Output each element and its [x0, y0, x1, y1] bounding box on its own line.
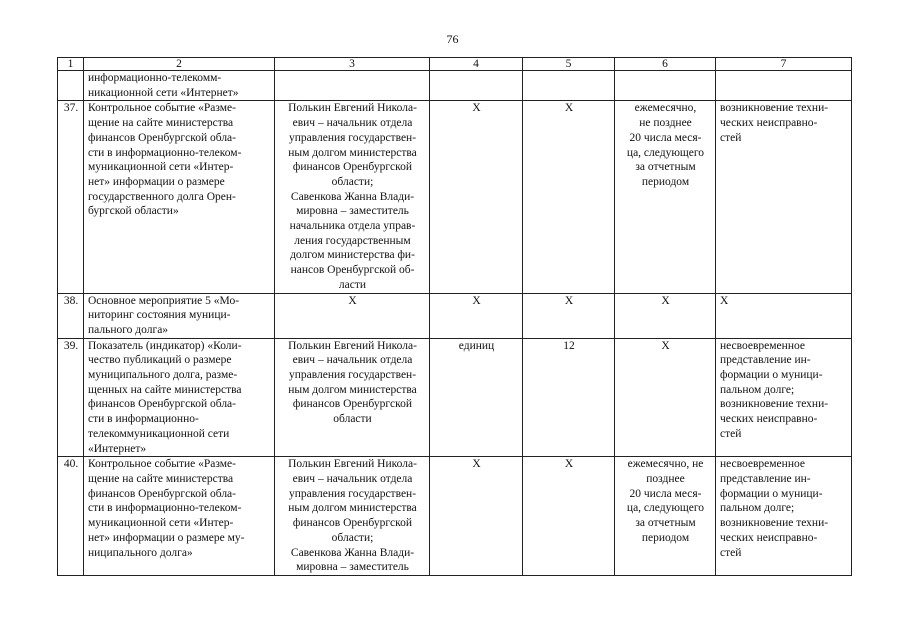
row-number [58, 71, 84, 101]
event-cell: Основное мероприятие 5 «Мо- ниторинг состояния муници- пального долга» [84, 293, 275, 338]
risk-cell: возникновение техни- ческих неисправно- стей [716, 101, 852, 293]
table-row [58, 101, 852, 293]
row-number: 37. [58, 101, 84, 293]
event-cell: Контрольное событие «Разме- щение на сайте министерства финансов Оренбургской обла- сти в информационно-телеком- муникационной сети «Интер- нет» информации о размере му- ниципального долга» [84, 457, 275, 576]
value-cell: Х [523, 457, 615, 576]
value-cell [523, 71, 615, 101]
event-cell: Показатель (индикатор) «Коли- чество публикаций о размере муниципального долга, разме- щенных на сайте министерства финансов Оренбургской обла- сти в информационно- телекоммуникационной сети «Интернет» [84, 338, 275, 457]
responsible-cell: Полькин Евгений Никола- евич – начальник отдела управления государствен- ным долгом министерства финансов Оренбургской области [275, 338, 430, 457]
unit-cell: единиц [430, 338, 523, 457]
deadline-cell [615, 71, 716, 101]
table-row [58, 338, 852, 457]
deadline-cell: ежемесячно, не позднее 20 числа меся- ца, следующего за отчетным периодом [615, 101, 716, 293]
risk-cell [716, 71, 852, 101]
risk-cell: несвоевременное представление ин- формации о муници- пальном долге; возникновение техни- ческих неисправно- стей [716, 338, 852, 457]
unit-cell [430, 71, 523, 101]
unit-cell: Х [430, 457, 523, 576]
table-row [58, 293, 852, 338]
responsible-cell: Полькин Евгений Никола- евич – начальник отдела управления государствен- ным долгом министерства финансов Оренбургской области; Савенкова Жанна Влади- мировна – заместитель начальника отдела управ- ления государственным долгом министерства фи- нансов Оренбургской об- ласти [275, 101, 430, 293]
column-header-6: 6 [615, 58, 716, 71]
value-cell: Х [523, 101, 615, 293]
unit-cell: Х [430, 101, 523, 293]
unit-cell: Х [430, 293, 523, 338]
column-header-1: 1 [58, 58, 84, 71]
page-number: 76 [446, 32, 459, 46]
column-header-5: 5 [523, 58, 615, 71]
value-cell: Х [523, 293, 615, 338]
responsible-cell: Полькин Евгений Никола- евич – начальник отдела управления государствен- ным долгом министерства финансов Оренбургской области; Савенкова Жанна Влади- мировна – заместитель [275, 457, 430, 576]
column-header-7: 7 [716, 58, 852, 71]
responsible-cell [275, 71, 430, 101]
risk-cell: несвоевременное представление ин- формации о муници- пальном долге; возникновение техни- ческих неисправно- стей [716, 457, 852, 576]
row-number: 38. [58, 293, 84, 338]
risk-cell: Х [716, 293, 852, 338]
header-row [58, 58, 852, 71]
row-number: 39. [58, 338, 84, 457]
table-row [58, 457, 852, 576]
deadline-cell: Х [615, 338, 716, 457]
plan-table [57, 57, 852, 576]
column-header-4: 4 [430, 58, 523, 71]
column-header-2: 2 [84, 58, 275, 71]
event-cell: Контрольное событие «Разме- щение на сайте министерства финансов Оренбургской обла- сти в информационно-телеком- муникационной сети «Интер- нет» информации о размере государственного долга Орен- бургской области» [84, 101, 275, 293]
responsible-cell: Х [275, 293, 430, 338]
deadline-cell: ежемесячно, не позднее 20 числа меся- ца, следующего за отчетным периодом [615, 457, 716, 576]
deadline-cell: Х [615, 293, 716, 338]
row-number: 40. [58, 457, 84, 576]
value-cell: 12 [523, 338, 615, 457]
column-header-3: 3 [275, 58, 430, 71]
table-row [58, 71, 852, 101]
event-cell: информационно-телекомм- никационной сети «Интернет» [84, 71, 275, 101]
